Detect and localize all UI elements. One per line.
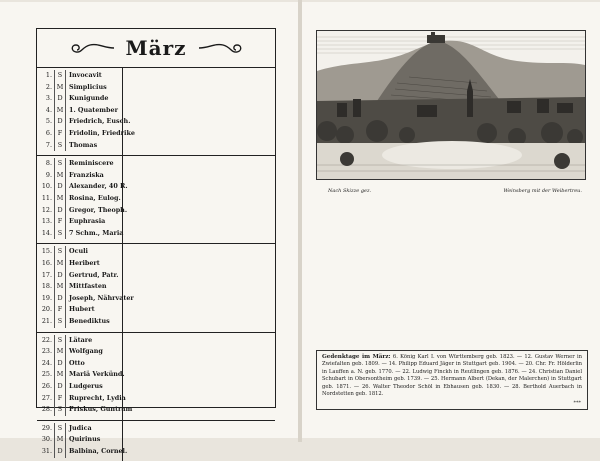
right-flourish-ornament xyxy=(197,41,245,55)
day-number: 9. xyxy=(45,170,52,179)
saint-name: Judica xyxy=(65,423,123,435)
saint-name: Simplicius xyxy=(65,82,123,94)
day-number: 30. xyxy=(41,435,52,444)
day-number: 7. xyxy=(45,140,52,149)
day-row xyxy=(37,393,275,405)
day-row xyxy=(37,304,275,316)
saint-name: Wolfgang xyxy=(65,346,123,358)
day-number: 26. xyxy=(41,381,52,390)
weekday-letter: D xyxy=(54,93,65,105)
day-number: 20. xyxy=(41,305,52,314)
saint-name: Friedrich, Eusch. xyxy=(65,116,123,128)
day-row xyxy=(37,228,275,240)
weekday-letter: F xyxy=(54,304,65,316)
weekday-letter: D xyxy=(54,293,65,305)
saint-name: Benediktus xyxy=(65,316,123,328)
day-row xyxy=(37,346,275,358)
saint-name: Joseph, Nährvater xyxy=(65,293,123,305)
day-row xyxy=(37,404,275,416)
saint-name: Fridolin, Friedrike xyxy=(65,128,123,140)
day-row xyxy=(37,270,275,282)
day-row xyxy=(37,116,275,128)
saint-name: Quirinus xyxy=(65,434,123,446)
saint-name: Euphrasia xyxy=(65,216,123,228)
day-number: 31. xyxy=(41,446,52,455)
week-block xyxy=(37,243,275,332)
day-row xyxy=(37,369,275,381)
saint-name: Heribert xyxy=(65,258,123,270)
saint-name: Oculi xyxy=(65,246,123,258)
calendar-table xyxy=(36,28,276,455)
weekday-letter: S xyxy=(54,423,65,435)
caption-left: Nach Skizze gez. xyxy=(328,188,372,194)
day-row xyxy=(37,434,275,446)
memorial-days-box xyxy=(316,350,588,410)
weekday-letter: D xyxy=(54,116,65,128)
saint-name: Franziska xyxy=(65,170,123,182)
saint-name: Ruprecht, Lydia xyxy=(65,393,123,405)
day-row xyxy=(37,335,275,347)
day-number: 18. xyxy=(41,282,52,291)
day-number: 2. xyxy=(45,82,52,91)
saint-name: Rosina, Eulog. xyxy=(65,193,123,205)
week-block xyxy=(37,332,275,421)
weekday-letter: S xyxy=(54,140,65,152)
day-row xyxy=(37,381,275,393)
day-number: 22. xyxy=(41,335,52,344)
saint-name: 7 Schm., Maria xyxy=(65,228,123,240)
weekday-letter: S xyxy=(54,228,65,240)
day-number: 24. xyxy=(41,358,52,367)
weekday-letter: S xyxy=(54,404,65,416)
day-row xyxy=(37,82,275,94)
weekday-letter: D xyxy=(54,205,65,217)
memorial-text: 6. König Karl I. von Württemberg geb. 1823. — 12. Gustav Werner in Zwiefalten geb. 1809. — 14. Philipp Eduard Jäger in Stuttgart geb. 1904. — 20. Chr. Fr. Hölderlin in Lauffen a. N. geb. 1770. — 22. Ludwig Finckh in Reutlingen geb. 1876. — 24. Christian Daniel Schubart in Obersontheim geb. 1739. — 25. Hermann Albert (Dekan, der Malerchen) in Stuttgart geb. 1871. — 26. Walter Theodor Schöl in Ebhausen geb. 1830. — 28. Berthold Auerbach in Nordstetten geb. 1812. xyxy=(322,354,583,398)
weekday-letter: D xyxy=(54,381,65,393)
saint-name: Reminiscere xyxy=(65,158,123,170)
week-block xyxy=(37,155,275,244)
day-number: 15. xyxy=(41,247,52,256)
saint-name: Lätare xyxy=(65,335,123,347)
weekday-letter: M xyxy=(54,105,65,117)
day-number: 25. xyxy=(41,370,52,379)
saint-name: Gertrud, Patr. xyxy=(65,270,123,282)
weekday-letter: D xyxy=(54,181,65,193)
weekday-letter: S xyxy=(54,158,65,170)
saint-name: Hubert xyxy=(65,304,123,316)
day-number: 16. xyxy=(41,258,52,267)
day-number: 1. xyxy=(45,71,52,79)
day-number: 12. xyxy=(41,205,52,214)
saint-name: Balbina, Cornel. xyxy=(65,446,123,458)
left-flourish-ornament xyxy=(68,41,116,55)
day-row xyxy=(37,205,275,217)
day-row xyxy=(37,170,275,182)
weinsberg-engraving xyxy=(316,30,586,180)
day-number: 3. xyxy=(45,94,52,103)
day-row xyxy=(37,181,275,193)
memorial-title: Gedenktage im März: xyxy=(322,354,391,360)
saint-name: Invocavit xyxy=(65,70,123,82)
day-number: 13. xyxy=(41,217,52,226)
right-page xyxy=(302,2,600,438)
weekday-letter: M xyxy=(54,258,65,270)
day-row xyxy=(37,423,275,435)
day-row xyxy=(37,105,275,117)
saint-name: Ludgerus xyxy=(65,381,123,393)
weekday-letter: M xyxy=(54,281,65,293)
day-row xyxy=(37,70,275,82)
day-number: 27. xyxy=(41,393,52,402)
day-row xyxy=(37,140,275,152)
weekday-letter: F xyxy=(54,128,65,140)
weeks-container xyxy=(37,67,275,455)
day-number: 19. xyxy=(41,293,52,302)
weekday-letter: F xyxy=(54,393,65,405)
weekday-letter: F xyxy=(54,216,65,228)
day-number: 21. xyxy=(41,316,52,325)
weekday-letter: S xyxy=(54,335,65,347)
day-number: 28. xyxy=(41,405,52,414)
day-number: 14. xyxy=(41,228,52,237)
day-number: 6. xyxy=(45,129,52,137)
weekday-letter: S xyxy=(54,70,65,82)
day-row xyxy=(37,281,275,293)
day-number: 29. xyxy=(41,423,52,432)
day-row xyxy=(37,216,275,228)
saint-name: Alexander, 40 R. xyxy=(65,181,123,193)
day-row xyxy=(37,316,275,328)
saint-name: Gregor, Theoph. xyxy=(65,205,123,217)
day-row xyxy=(37,246,275,258)
week-block xyxy=(37,67,275,156)
day-row xyxy=(37,128,275,140)
day-row xyxy=(37,258,275,270)
day-number: 17. xyxy=(41,270,52,279)
week-block xyxy=(37,420,275,461)
saint-name: Mittfasten xyxy=(65,281,123,293)
left-page xyxy=(0,2,298,455)
weekday-letter: M xyxy=(54,82,65,94)
saint-name: Mariä Verkünd. xyxy=(65,369,123,381)
weekday-letter: D xyxy=(54,446,65,458)
weekday-letter: D xyxy=(54,358,65,370)
saint-name: Kunigunde xyxy=(65,93,123,105)
day-number: 4. xyxy=(45,105,52,114)
landscape-illustration xyxy=(317,31,585,179)
day-number: 5. xyxy=(45,117,52,126)
day-number: 8. xyxy=(45,159,52,168)
saint-name: Priskus, Guntram xyxy=(65,404,123,416)
saint-name: Thomas xyxy=(65,140,123,152)
day-number: 11. xyxy=(41,193,52,202)
stars-ornament: *** xyxy=(573,399,581,406)
day-row xyxy=(37,193,275,205)
weekday-letter: M xyxy=(54,346,65,358)
day-row xyxy=(37,358,275,370)
day-row xyxy=(37,93,275,105)
weekday-letter: M xyxy=(54,369,65,381)
saint-name: Otto xyxy=(65,358,123,370)
month-header xyxy=(37,29,275,68)
weekday-letter: M xyxy=(54,434,65,446)
caption-right: Weinsberg mit der Weibertreu. xyxy=(503,188,582,194)
day-number: 10. xyxy=(41,182,52,191)
weekday-letter: S xyxy=(54,246,65,258)
day-row xyxy=(37,446,275,458)
day-row xyxy=(37,158,275,170)
weekday-letter: M xyxy=(54,193,65,205)
saint-name: 1. Quatember xyxy=(65,105,123,117)
day-row xyxy=(37,293,275,305)
weekday-letter: D xyxy=(54,270,65,282)
day-number: 23. xyxy=(41,347,52,356)
weekday-letter: M xyxy=(54,170,65,182)
month-title: März xyxy=(125,36,187,60)
weekday-letter: S xyxy=(54,316,65,328)
